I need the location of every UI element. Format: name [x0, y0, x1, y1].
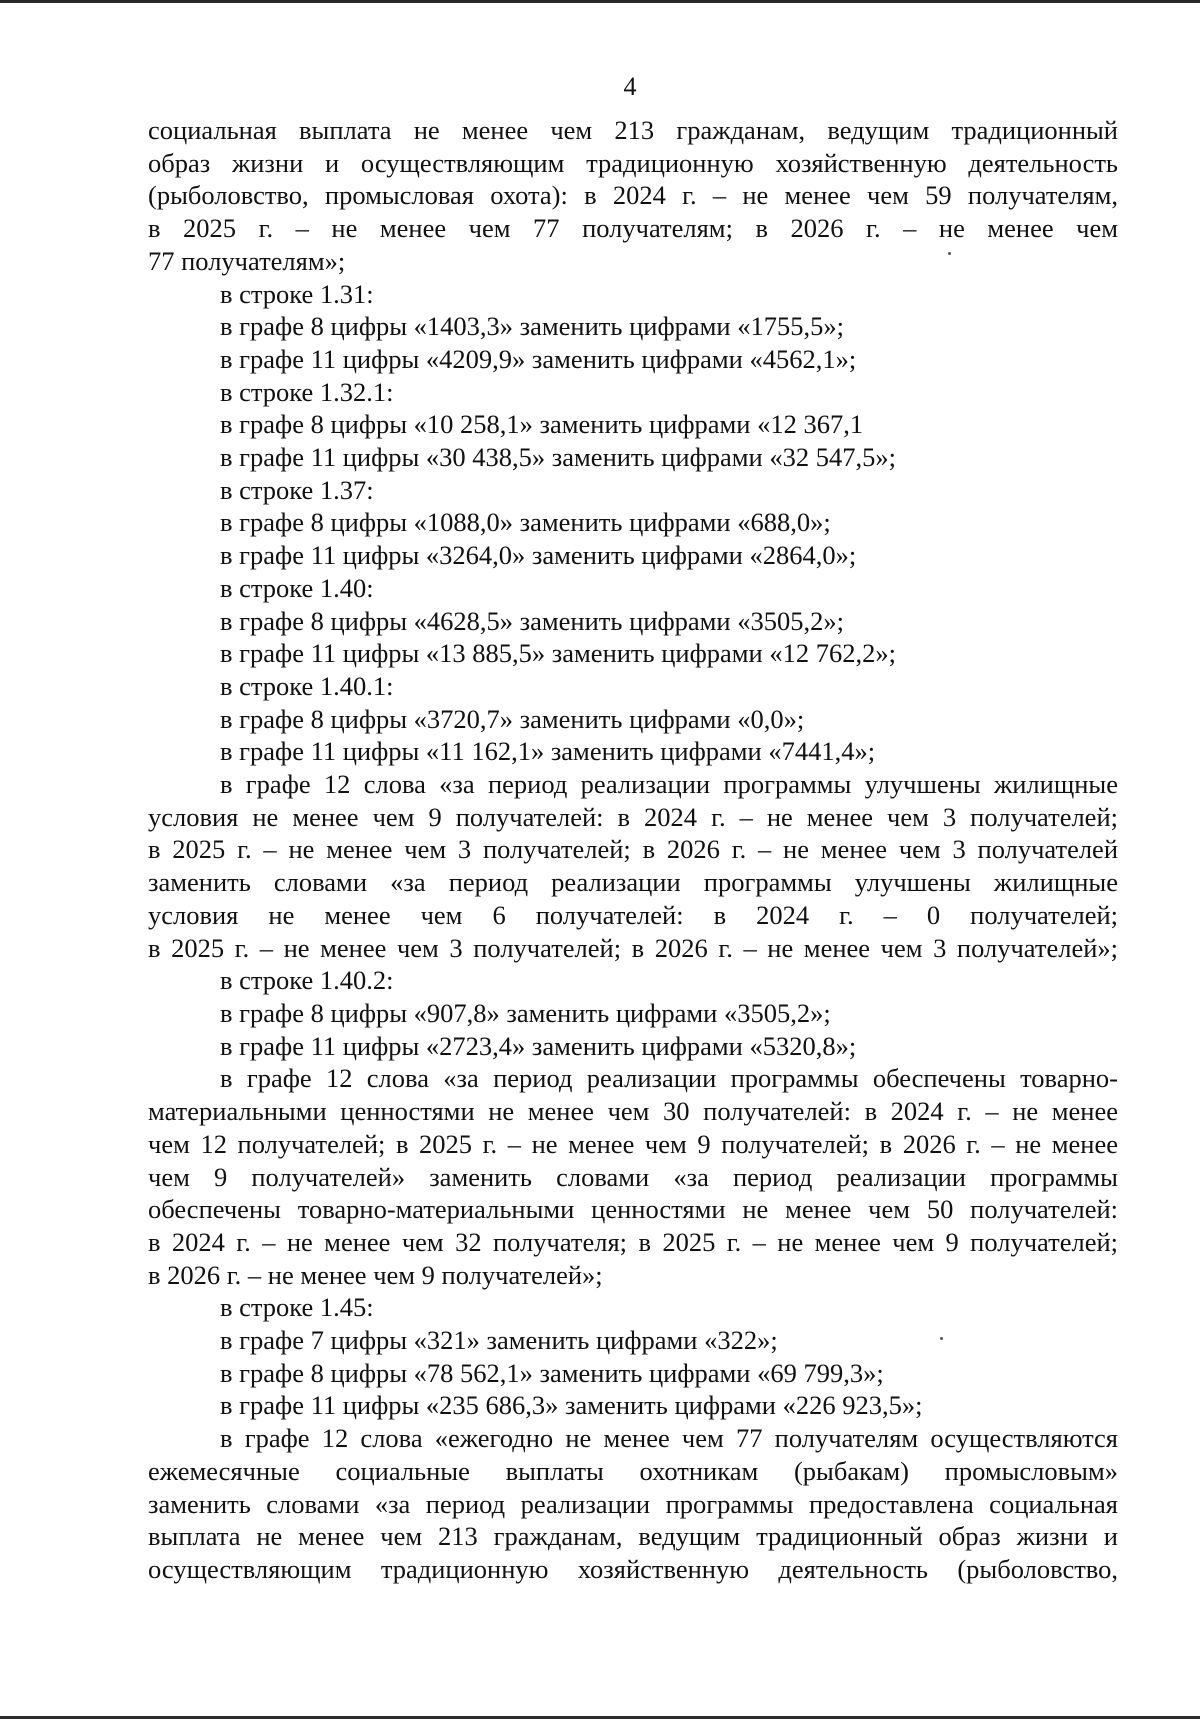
text-line: образ жизни и осуществляющим традиционную хозяйственную деятельность — [148, 147, 1118, 178]
text-line: условия не менее чем 6 получателей: в 2024 г. – 0 получателей; — [148, 899, 1118, 930]
text-line: чем 9 получателей» заменить словами «за период реализации программы — [148, 1161, 1118, 1192]
text-line: чем 12 получателей; в 2025 г. – не менее чем 9 получателей; в 2026 г. – не менее — [148, 1128, 1118, 1159]
text-line: в графе 12 слова «ежегодно не менее чем 77 получателям осуществляются — [220, 1423, 1118, 1454]
text-line: (рыболовство, промысловая охота): в 2024 г. – не менее чем 59 получателям, — [148, 180, 1118, 211]
text-line: в графе 11 цифры «11 162,1» заменить цифрами «7441,4»; — [220, 736, 876, 767]
text-line: в 2024 г. – не менее чем 32 получателя; в 2025 г. – не менее чем 9 получателей; — [148, 1226, 1118, 1257]
text-line: в графе 8 цифры «1088,0» заменить цифрами «688,0»; — [220, 507, 831, 538]
text-line: материальными ценностями не менее чем 30 получателей: в 2024 г. – не менее — [148, 1096, 1118, 1127]
document-body — [148, 114, 1118, 1586]
text-line: в графе 8 цифры «1403,3» заменить цифрами «1755,5»; — [220, 311, 844, 342]
scan-speck — [940, 1337, 943, 1340]
text-line: в строке 1.37: — [220, 474, 374, 505]
text-line: в графе 8 цифры «3720,7» заменить цифрами «0,0»; — [220, 703, 805, 734]
text-line: в графе 11 цифры «235 686,3» заменить цифрами «226 923,5»; — [220, 1390, 923, 1421]
text-line: в строке 1.31: — [220, 278, 374, 309]
text-line: в 2025 г. – не менее чем 77 получателям; в 2026 г. – не менее чем — [148, 213, 1118, 244]
text-line: в графе 8 цифры «78 562,1» заменить цифрами «69 799,3»; — [220, 1357, 884, 1388]
text-line: в строке 1.40.1: — [220, 670, 394, 701]
text-line: в графе 8 цифры «907,8» заменить цифрами «3505,2»; — [220, 997, 831, 1028]
text-line: в 2026 г. – не менее чем 9 получателей»; — [148, 1259, 603, 1290]
text-line: в графе 11 цифры «30 438,5» заменить цифрами «32 547,5»; — [220, 442, 896, 473]
text-line: в графе 11 цифры «13 885,5» заменить цифрами «12 762,2»; — [220, 638, 896, 669]
text-line: в графе 8 цифры «10 258,1» заменить цифрами «12 367,1 — [220, 409, 864, 440]
text-line: выплата не менее чем 213 гражданам, ведущим традиционный образ жизни и — [148, 1521, 1118, 1552]
text-line: в 2025 г. – не менее чем 3 получателей; в 2026 г. – не менее чем 3 получателей»; — [148, 932, 1118, 963]
text-line: в графе 11 цифры «4209,9» заменить цифрами «4562,1»; — [220, 343, 857, 374]
text-line: обеспечены товарно-материальными ценностями не менее чем 50 получателей: — [148, 1194, 1118, 1225]
text-line: социальная выплата не менее чем 213 гражданам, ведущим традиционный — [148, 115, 1118, 145]
text-line: в строке 1.45: — [220, 1292, 374, 1323]
text-line: заменить словами «за период реализации программы улучшены жилищные — [148, 867, 1118, 898]
text-line: осуществляющим традиционную хозяйственную деятельность (рыболовство, — [148, 1553, 1118, 1584]
text-line: в графе 12 слова «за период реализации программы обеспечены товарно- — [220, 1063, 1118, 1094]
text-line: в 2025 г. – не менее чем 3 получателей; в 2026 г. – не менее чем 3 получателей — [148, 834, 1118, 865]
text-line: в графе 11 цифры «2723,4» заменить цифрами «5320,8»; — [220, 1030, 857, 1061]
text-line: в графе 7 цифры «321» заменить цифрами «322»; — [220, 1325, 778, 1356]
scan-edge-top — [0, 0, 1200, 3]
text-line: в строке 1.40.2: — [220, 965, 394, 996]
text-line: ежемесячные социальные выплаты охотникам (рыбакам) промысловым» — [148, 1455, 1118, 1486]
text-line: в графе 8 цифры «4628,5» заменить цифрами «3505,2»; — [220, 605, 844, 636]
page-number: 4 — [623, 72, 637, 101]
text-line: в строке 1.40: — [220, 572, 374, 603]
text-line: в графе 11 цифры «3264,0» заменить цифрами «2864,0»; — [220, 540, 857, 571]
text-line: в графе 12 слова «за период реализации программы улучшены жилищные — [220, 769, 1118, 800]
text-line: в строке 1.32.1: — [220, 376, 394, 407]
text-line: заменить словами «за период реализации программы предоставлена социальная — [148, 1488, 1118, 1519]
scan-speck — [948, 252, 951, 255]
text-line: 77 получателям»; — [148, 245, 346, 276]
text-line: условия не менее чем 9 получателей: в 2024 г. – не менее чем 3 получателей; — [148, 801, 1118, 832]
